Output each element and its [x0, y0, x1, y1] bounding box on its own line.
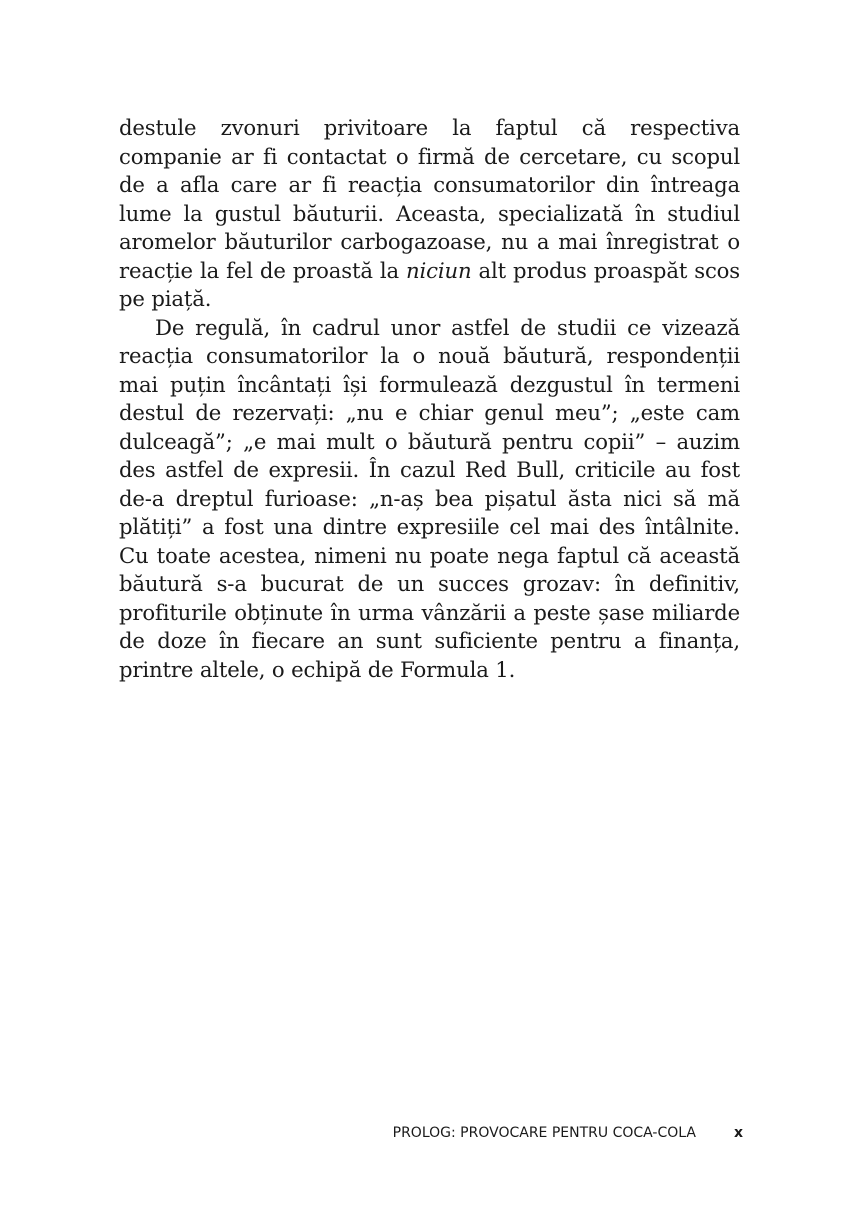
paragraph-1 [119, 114, 740, 314]
page-number: x [733, 1125, 743, 1141]
paragraph-1-italic-word: niciun [406, 257, 472, 283]
page-body [119, 114, 740, 684]
paragraph-1-text-b: alt produs proaspăt scos pe piață. [119, 257, 741, 311]
paragraph-2-text: De regulă, în cadrul unor astfel de studii ce vizează reacția consumatorilor la o nouă băutură, respondenții mai puțin încântați își formulează dezgustul în termeni destul de rezervați: „nu e chiar genul meu”; „este cam dulceagă”; „e mai mult o băutură pentru copii” – auzim des astfel de expresii. În cazul Red Bull, criticile au fost de-a dreptul furioase: „n-aș bea pișatul ăsta nici să mă plătiți” a fost una dintre expresiile cel mai des întâlnite. Cu toate acestea, nimeni nu poate nega faptul că această băutură s-a bucurat de un succes grozav: în definitiv, profiturile obținute în urma vânzării a peste șase miliarde de doze în fiecare an sunt suficiente pentru a finanța, printre altele, o echipă de Formula 1. [119, 314, 740, 682]
paragraph-1-text-a: destule zvonuri privitoare la faptul că respectiva companie ar fi contactat o firmă de cercetare, cu scopul de a afla care ar fi reacția consumatorilor din întreaga lume la gustul băuturii. Aceasta, specializată în studiul aromelor băuturilor carbogazoase, nu a mai înregistrat o reacție la fel de proastă la [119, 115, 740, 283]
footer-chapter-title: PROLOG: PROVOCARE PENTRU COCA-COLA [392, 1125, 696, 1141]
running-footer [393, 1123, 743, 1143]
paragraph-2 [119, 314, 740, 685]
